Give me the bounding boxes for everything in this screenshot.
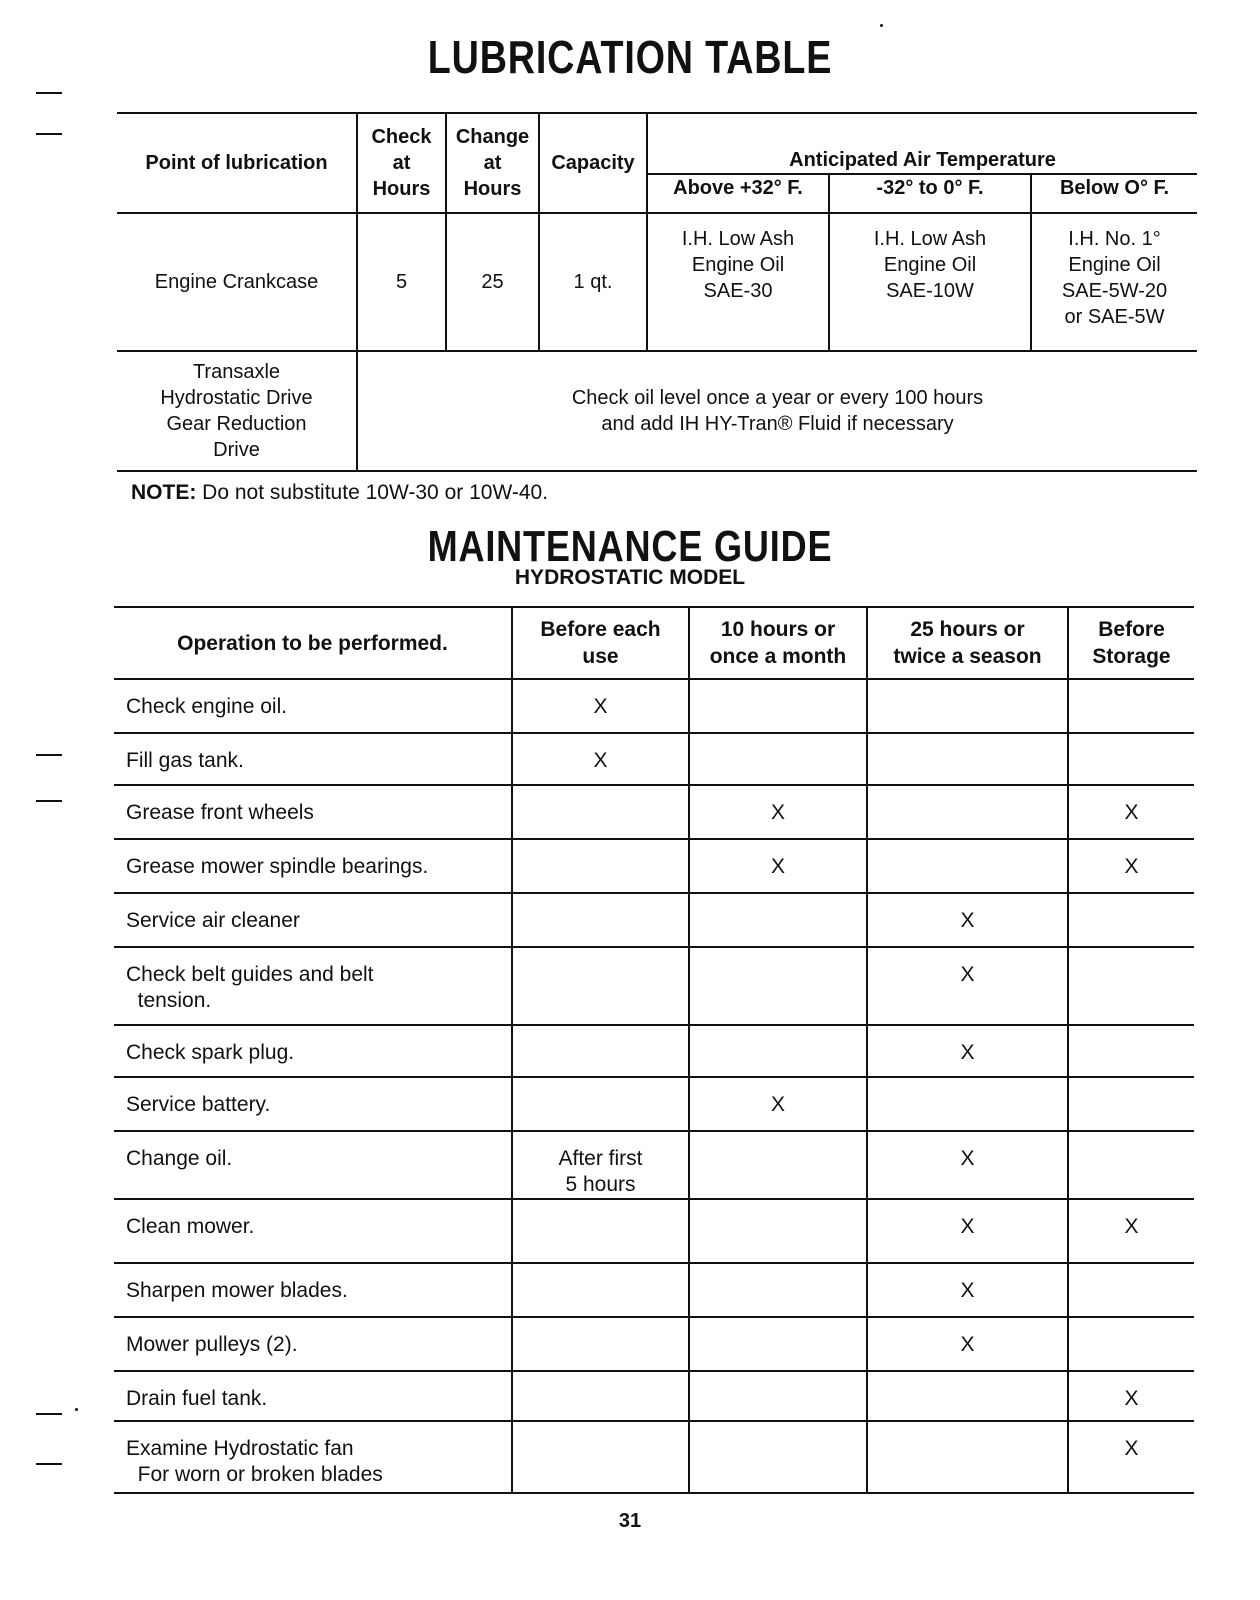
operation-cell: Drain fuel tank. [114, 1371, 512, 1421]
maintenance-row [114, 1421, 1194, 1493]
before-storage-cell [1068, 1263, 1194, 1317]
before-each-cell [512, 1317, 689, 1371]
before-storage-cell: X [1068, 785, 1194, 839]
speck [880, 24, 883, 27]
maintenance-body [114, 679, 1194, 1493]
maintenance-row [114, 1077, 1194, 1131]
margin-mark [36, 1463, 62, 1465]
before-storage-cell [1068, 1077, 1194, 1131]
before-storage-cell: X [1068, 839, 1194, 893]
operation-cell: Examine Hydrostatic fan For worn or broken blades [114, 1421, 512, 1493]
maintenance-header-row [114, 607, 1194, 679]
lub-oil-above: I.H. Low Ash Engine Oil SAE-30 [647, 213, 829, 351]
twentyfive-hours-cell [867, 679, 1068, 733]
lub-oil-below: I.H. No. 1° Engine Oil SAE-5W-20 or SAE-5W [1031, 213, 1197, 351]
header-before-storage: Before Storage [1068, 607, 1194, 679]
before-storage-cell [1068, 947, 1194, 1025]
lub-transaxle-note: Check oil level once a year or every 100 hours and add IH HY-Tran® Fluid if necessary [357, 351, 1197, 471]
before-each-cell [512, 1199, 689, 1263]
lubrication-title: LUBRICATION TABLE [427, 31, 833, 83]
operation-cell: Mower pulleys (2). [114, 1317, 512, 1371]
before-each-cell [512, 1077, 689, 1131]
lub-oil-mid: I.H. Low Ash Engine Oil SAE-10W [829, 213, 1031, 351]
ten-hours-cell [689, 947, 867, 1025]
speck [75, 1408, 78, 1411]
lub-capacity: 1 qt. [539, 213, 647, 351]
before-storage-cell: X [1068, 1421, 1194, 1493]
before-storage-cell [1068, 893, 1194, 947]
lubrication-row-engine [117, 213, 1197, 351]
ten-hours-cell [689, 1263, 867, 1317]
maintenance-title: MAINTENANCE GUIDE [427, 522, 833, 571]
before-each-cell: X [512, 733, 689, 785]
header-change-text: Change at Hours [455, 126, 530, 200]
maintenance-row [114, 1263, 1194, 1317]
maintenance-table [114, 606, 1194, 1494]
operation-cell: Check engine oil. [114, 679, 512, 733]
lub-point: Transaxle Hydrostatic Drive Gear Reduction Drive [117, 351, 357, 471]
before-each-cell [512, 1263, 689, 1317]
ten-hours-cell [689, 1317, 867, 1371]
twentyfive-hours-cell [867, 1371, 1068, 1421]
before-storage-cell [1068, 733, 1194, 785]
before-storage-cell: X [1068, 1199, 1194, 1263]
lubrication-table [117, 112, 1197, 472]
operation-cell: Fill gas tank. [114, 733, 512, 785]
maintenance-row [114, 1317, 1194, 1371]
page-number: 31 [618, 1510, 642, 1532]
header-check-text: Check at Hours [371, 126, 432, 200]
twentyfive-hours-cell: X [867, 1263, 1068, 1317]
twentyfive-hours-cell: X [867, 893, 1068, 947]
ten-hours-cell [689, 1199, 867, 1263]
before-each-cell [512, 785, 689, 839]
maintenance-row [114, 839, 1194, 893]
header-point: Point of lubrication [145, 152, 328, 174]
margin-mark [36, 133, 62, 135]
maintenance-row [114, 1131, 1194, 1199]
operation-cell: Check spark plug. [114, 1025, 512, 1077]
operation-cell: Sharpen mower blades. [114, 1263, 512, 1317]
before-storage-cell [1068, 679, 1194, 733]
note [131, 481, 548, 505]
twentyfive-hours-cell: X [867, 1025, 1068, 1077]
header-temperature-group: Anticipated Air Temperature [647, 113, 1197, 174]
before-each-cell [512, 947, 689, 1025]
maintenance-row [114, 1371, 1194, 1421]
before-each-cell [512, 1421, 689, 1493]
header-check [357, 113, 446, 213]
margin-mark [36, 800, 62, 802]
before-storage-cell [1068, 1317, 1194, 1371]
twentyfive-hours-cell [867, 785, 1068, 839]
twentyfive-hours-cell: X [867, 1199, 1068, 1263]
ten-hours-cell: X [689, 839, 867, 893]
maintenance-row [114, 785, 1194, 839]
ten-hours-cell: X [689, 785, 867, 839]
operation-cell: Check belt guides and belt tension. [114, 947, 512, 1025]
operation-cell: Service battery. [114, 1077, 512, 1131]
before-storage-cell [1068, 1025, 1194, 1077]
margin-mark [36, 92, 62, 94]
header-capacity: Capacity [539, 113, 647, 213]
operation-cell: Service air cleaner [114, 893, 512, 947]
lubrication-row-transaxle [117, 351, 1197, 471]
twentyfive-hours-cell: X [867, 1317, 1068, 1371]
lub-change: 25 [446, 213, 539, 351]
lub-point: Engine Crankcase [117, 213, 357, 351]
before-each-cell [512, 1025, 689, 1077]
before-each-cell [512, 1371, 689, 1421]
maintenance-row [114, 1025, 1194, 1077]
maintenance-row [114, 947, 1194, 1025]
maintenance-row [114, 1199, 1194, 1263]
before-storage-cell: X [1068, 1371, 1194, 1421]
lubrication-header-row [117, 113, 1197, 174]
ten-hours-cell [689, 893, 867, 947]
header-temp-mid: -32° to 0° F. [829, 174, 1031, 213]
ten-hours-cell [689, 1131, 867, 1199]
before-storage-cell [1068, 1131, 1194, 1199]
margin-mark [36, 1413, 62, 1415]
ten-hours-cell [689, 679, 867, 733]
before-each-cell: X [512, 679, 689, 733]
maintenance-subtitle: HYDROSTATIC MODEL [514, 566, 746, 589]
header-operation: Operation to be performed. [114, 607, 512, 679]
header-twentyfive-hours: 25 hours or twice a season [867, 607, 1068, 679]
twentyfive-hours-cell [867, 733, 1068, 785]
ten-hours-cell [689, 1371, 867, 1421]
header-temp-above: Above +32° F. [647, 174, 829, 213]
ten-hours-cell [689, 1025, 867, 1077]
header-temp-below: Below O° F. [1059, 177, 1170, 200]
maintenance-row [114, 679, 1194, 733]
note-label: NOTE: [131, 481, 197, 504]
maintenance-row [114, 733, 1194, 785]
operation-cell: Grease mower spindle bearings. [114, 839, 512, 893]
operation-cell: Grease front wheels [114, 785, 512, 839]
twentyfive-hours-cell [867, 1421, 1068, 1493]
header-ten-hours: 10 hours or once a month [689, 607, 867, 679]
note-text: Do not substitute 10W-30 or 10W-40. [196, 481, 549, 504]
before-each-cell [512, 893, 689, 947]
maintenance-row [114, 893, 1194, 947]
header-change [446, 113, 539, 213]
operation-cell: Clean mower. [114, 1199, 512, 1263]
header-before-each: Before each use [512, 607, 689, 679]
ten-hours-cell: X [689, 1077, 867, 1131]
lub-check: 5 [357, 213, 446, 351]
before-each-cell [512, 839, 689, 893]
twentyfive-hours-cell: X [867, 1131, 1068, 1199]
twentyfive-hours-cell [867, 1077, 1068, 1131]
before-each-cell: After first 5 hours [512, 1131, 689, 1199]
twentyfive-hours-cell [867, 839, 1068, 893]
twentyfive-hours-cell: X [867, 947, 1068, 1025]
operation-cell: Change oil. [114, 1131, 512, 1199]
ten-hours-cell [689, 733, 867, 785]
margin-mark [36, 754, 62, 756]
ten-hours-cell [689, 1421, 867, 1493]
